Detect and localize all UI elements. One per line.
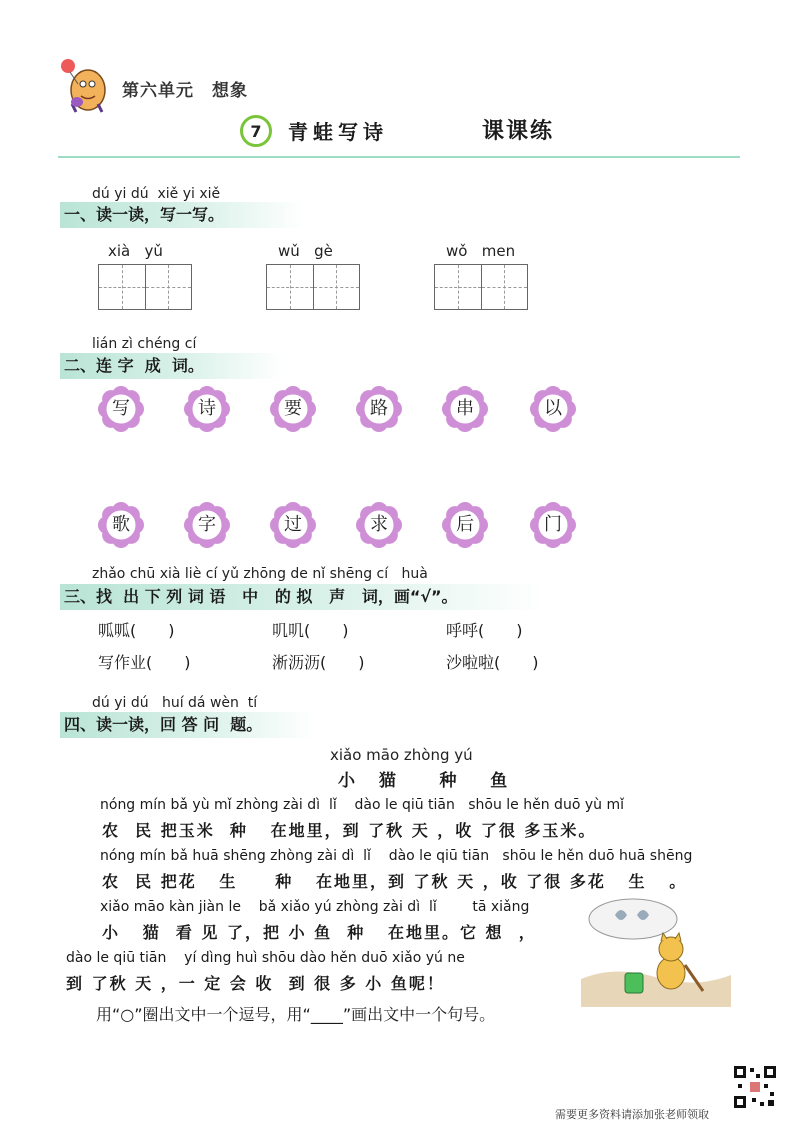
story-line-4-pinyin: dào le qiū tiān yí dìng huì shōu dào hěn duō xiǎo yú ne (66, 950, 465, 966)
option-guagua[interactable]: 呱呱( ) (98, 621, 175, 640)
writing-box-2[interactable] (266, 264, 360, 310)
option-shalala[interactable]: 沙啦啦( ) (446, 653, 539, 672)
cat-planting-fish-illustration (575, 895, 735, 1007)
option-xilili[interactable]: 淅沥沥( ) (272, 653, 365, 672)
story-line-2: 农 民 把花 生 种 在地里，到 了秋 天 ，收 了很 多花 生 。 (102, 872, 688, 891)
flower-char-top-row-1[interactable] (98, 386, 144, 432)
flower-char-top-row-3[interactable] (270, 386, 316, 432)
writing-box-3[interactable] (434, 264, 528, 310)
story-title: 小 猫 种 鱼 (338, 771, 512, 791)
story-title-pinyin: xiǎo māo zhòng yú (330, 746, 473, 764)
question-text: 用“○”圈出文中一个逗号，用“____”画出文中一个句号。 (96, 1005, 496, 1024)
unit-label: 第六单元 想象 (122, 81, 248, 101)
story-line-1-pinyin: nóng mín bǎ yù mǐ zhòng zài dì lǐ dào le qiū tiān shōu le hěn duō yù mǐ (100, 797, 624, 813)
flower-char-bottom-row-6[interactable] (530, 502, 576, 548)
option-xiezuoye[interactable]: 写作业( ) (98, 653, 191, 672)
flower-char-label: 以 (544, 398, 562, 419)
flower-char-label: 串 (456, 398, 474, 419)
flower-char-bottom-row-3[interactable] (270, 502, 316, 548)
flower-char-top-row-5[interactable] (442, 386, 488, 432)
option-jiji[interactable]: 叽叽( ) (272, 621, 349, 640)
mascot-illustration (58, 56, 114, 114)
header-divider (58, 156, 740, 158)
brand-title: 课课练 (482, 118, 555, 144)
section2-heading: 二、连 字 成 词。 (60, 353, 284, 379)
flower-char-top-row-6[interactable] (530, 386, 576, 432)
story-line-3-pinyin: xiǎo māo kàn jiàn le bǎ xiǎo yú zhòng zài dì lǐ tā xiǎng (100, 899, 530, 915)
flower-char-top-row-4[interactable] (356, 386, 402, 432)
flower-char-label: 门 (544, 514, 562, 535)
flower-char-bottom-row-5[interactable] (442, 502, 488, 548)
section2-pinyin: lián zì chéng cí (92, 336, 197, 352)
section4-heading: 四、读一读，回 答 问 题。 (60, 712, 314, 738)
flower-char-bottom-row-4[interactable] (356, 502, 402, 548)
word-pinyin-1: xià yǔ (108, 242, 163, 260)
option-huhu[interactable]: 呼呼( ) (446, 621, 523, 640)
lesson-number-badge: 7 (240, 115, 272, 147)
flower-char-label: 写 (112, 398, 130, 419)
writing-box-1[interactable] (98, 264, 192, 310)
section3-pinyin: zhǎo chū xià liè cí yǔ zhōng de nǐ shēng cí huà (92, 566, 428, 582)
story-line-4: 到 了秋 天 ，一 定 会 收 到 很 多 小 鱼呢！ (66, 974, 445, 993)
word-pinyin-2: wǔ gè (278, 242, 333, 260)
flower-char-label: 字 (198, 514, 216, 535)
qr-code (732, 1064, 778, 1110)
flower-char-label: 后 (456, 514, 474, 535)
flower-char-label: 歌 (112, 514, 130, 535)
flower-char-label: 路 (370, 398, 388, 419)
flower-char-top-row-2[interactable] (184, 386, 230, 432)
footer-note: 需要更多资料请添加张老师领取 (555, 1108, 709, 1121)
story-line-1: 农 民 把玉米 种 在地里，到 了秋 天 ，收 了很 多玉米。 (102, 821, 597, 840)
lesson-title: 青蛙写诗 (288, 120, 388, 144)
story-line-3: 小 猫 看 见 了，把 小 鱼 种 在地里。它 想 ， (102, 923, 537, 942)
section3-heading: 三、找 出 下 列 词 语 中 的 拟 声 词，画“√”。 (60, 584, 544, 610)
flower-char-bottom-row-2[interactable] (184, 502, 230, 548)
section1-pinyin: dú yi dú xiě yi xiě (92, 186, 221, 202)
flower-char-label: 诗 (198, 398, 216, 419)
flower-char-label: 过 (284, 514, 302, 535)
section1-heading: 一、读一读，写一写。 (60, 202, 304, 228)
flower-char-label: 要 (284, 398, 302, 419)
flower-char-bottom-row-1[interactable] (98, 502, 144, 548)
word-pinyin-3: wǒ men (446, 242, 516, 260)
story-line-2-pinyin: nóng mín bǎ huā shēng zhòng zài dì lǐ dào le qiū tiān shōu le hěn duō huā shēng (100, 848, 693, 864)
section4-pinyin: dú yi dú huí dá wèn tí (92, 695, 258, 711)
flower-char-label: 求 (370, 514, 388, 535)
